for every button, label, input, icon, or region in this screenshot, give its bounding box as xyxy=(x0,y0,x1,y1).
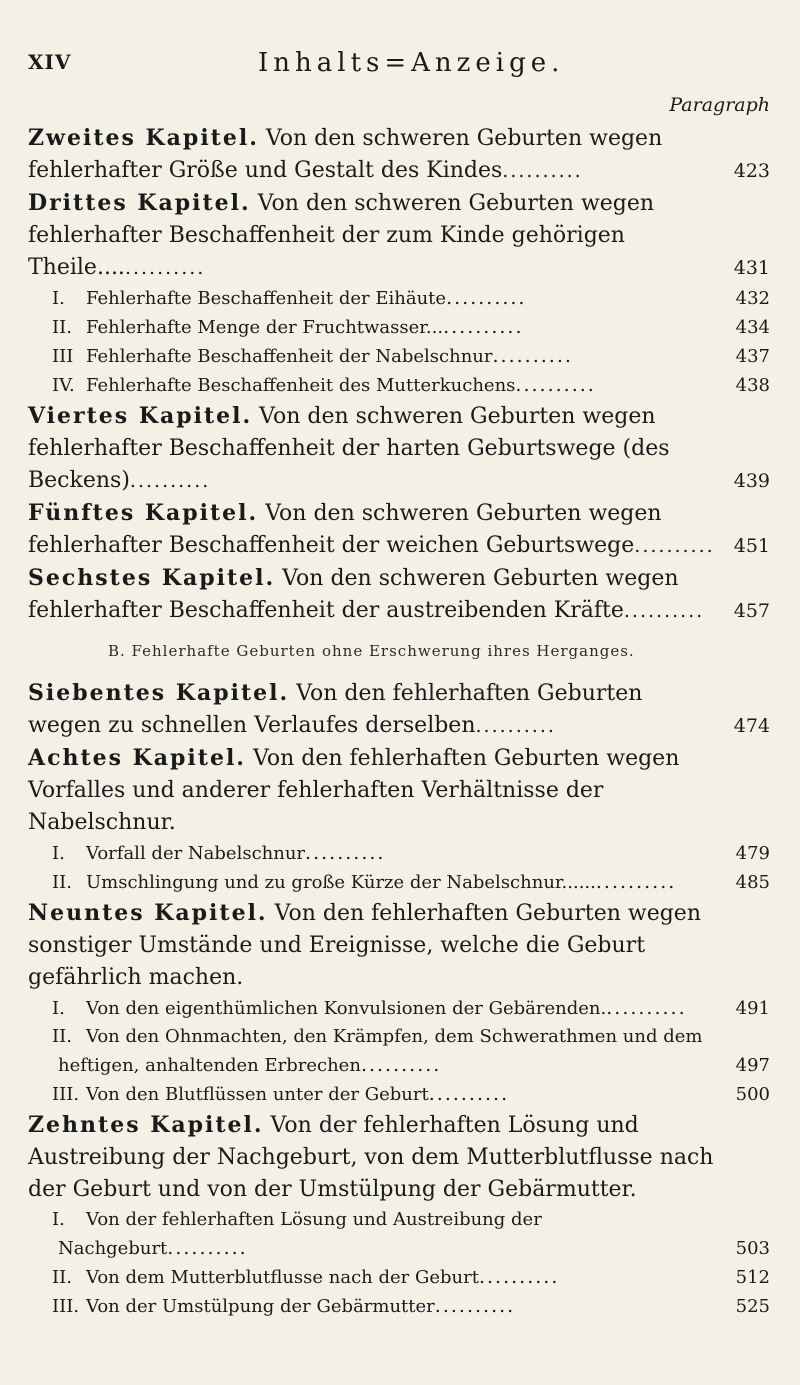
leader-dots: .......... xyxy=(475,715,556,737)
toc-entry xyxy=(28,742,770,839)
subentry-number: I. xyxy=(52,843,65,864)
leader-dots: .......... xyxy=(129,470,211,492)
page-reference: 491 xyxy=(735,998,770,1019)
toc-subentry xyxy=(28,1206,770,1263)
page-reference: 503 xyxy=(735,1238,770,1259)
subentry-title: Fehlerhafte Beschaffenheit des Mutterkuchens xyxy=(86,375,516,396)
page-reference: 438 xyxy=(735,375,770,396)
leader-dots: .......... xyxy=(623,600,705,622)
subentry-title: Von dem Mutterblutflusse nach der Geburt xyxy=(86,1267,479,1288)
page-reference: 434 xyxy=(735,317,770,338)
page-title: Inhalts=Anzeige. xyxy=(258,48,565,78)
subentry-number: II. xyxy=(52,1267,72,1288)
leader-dots: .......... xyxy=(515,374,596,396)
leader-dots: .......... xyxy=(167,1237,248,1259)
running-head xyxy=(28,50,770,82)
subentry-title: Fehlerhafte Beschaffenheit der Nabelschnur xyxy=(86,346,493,367)
chapter-label: Zehntes Kapitel. xyxy=(28,1112,264,1138)
toc-entry xyxy=(28,562,770,627)
leader-dots: .......... xyxy=(478,1266,560,1288)
chapter-title: Von den schweren Geburten wegen fehlerhafter Beschaffenheit der weichen Geburtswege xyxy=(28,501,662,558)
toc-subentry xyxy=(28,342,770,371)
page-number: XIV xyxy=(28,50,72,74)
page-reference: 500 xyxy=(735,1084,770,1105)
subentry-number: III xyxy=(52,346,74,367)
subentry-title: Fehlerhafte Beschaffenheit der Eihäute xyxy=(86,288,447,309)
chapter-title: Von den schweren Geburten wegen fehlerhafter Beschaffenheit der harten Geburtswege (des Beckens) xyxy=(28,404,670,493)
leader-dots: .......... xyxy=(502,160,583,182)
page-reference: 451 xyxy=(733,535,770,557)
section-b-heading: B. Fehlerhafte Geburten ohne Erschwerung ihres Herganges. xyxy=(108,642,635,660)
page-reference: 432 xyxy=(735,288,770,309)
toc-subentry xyxy=(28,313,770,342)
page-reference: 474 xyxy=(733,715,770,737)
toc-subentry xyxy=(28,1263,770,1292)
chapter-title: Von den schweren Geburten wegen fehlerhafter Beschaffenheit der zum Kinde gehörigen Theile.... xyxy=(28,191,655,280)
page-reference: 512 xyxy=(735,1267,770,1288)
subentry-title: Umschlingung und zu große Kürze der Nabelschnur...... xyxy=(86,872,596,893)
chapter-label: Achtes Kapitel. xyxy=(28,745,246,771)
subentry-number: I. xyxy=(52,998,65,1019)
subentry-number: II. xyxy=(52,317,72,338)
page-reference: 497 xyxy=(735,1055,770,1076)
subentry-title: Von den Blutflüssen unter der Geburt xyxy=(86,1084,429,1105)
toc-subentry xyxy=(28,994,770,1023)
toc-entry xyxy=(28,187,770,284)
toc-entry xyxy=(28,497,770,562)
subentry-number: I. xyxy=(52,288,65,309)
leader-dots: .......... xyxy=(360,1054,442,1076)
subentry-title: Vorfall der Nabelschnur xyxy=(86,843,306,864)
toc-section-a xyxy=(28,122,770,627)
toc-subentry xyxy=(28,839,770,868)
page-reference: 485 xyxy=(735,872,770,893)
chapter-label: Neuntes Kapitel. xyxy=(28,900,268,926)
subentry-number: IV. xyxy=(52,375,75,396)
page-reference: 479 xyxy=(735,843,770,864)
subentry-title: Von der fehlerhaften Lösung und Austreibung der Nachgeburt xyxy=(58,1209,542,1259)
page-reference: 439 xyxy=(733,470,770,492)
chapter-title: Von den schweren Geburten wegen fehlerhafter Größe und Gestalt des Kindes xyxy=(28,126,663,183)
toc-entry xyxy=(28,677,770,742)
leader-dots: .......... xyxy=(595,871,677,893)
chapter-label: Zweites Kapitel. xyxy=(28,125,259,151)
page-reference: 457 xyxy=(733,600,770,622)
subentry-title: Von den eigenthümlichen Konvulsionen der Gebärenden. xyxy=(86,998,607,1019)
toc-subentry xyxy=(28,371,770,400)
chapter-title: Von den schweren Geburten wegen fehlerhafter Beschaffenheit der austreibenden Kräfte xyxy=(28,566,679,623)
leader-dots: .......... xyxy=(124,257,206,279)
chapter-title: Von den fehlerhaften Geburten wegen zu schnellen Verlaufes derselben xyxy=(28,681,643,738)
toc-entry xyxy=(28,1109,770,1206)
page-reference: 431 xyxy=(733,257,770,279)
toc-page xyxy=(28,50,770,1321)
leader-dots: .......... xyxy=(606,997,687,1019)
leader-dots: .......... xyxy=(634,535,715,557)
subentry-number: III. xyxy=(52,1296,80,1317)
column-label-paragraph: Paragraph xyxy=(669,94,770,116)
page-reference: 437 xyxy=(735,346,770,367)
chapter-label: Fünftes Kapitel. xyxy=(28,500,259,526)
subentry-number: I. xyxy=(52,1209,65,1230)
subentry-number: II. xyxy=(52,1026,72,1047)
toc-subentry xyxy=(28,1292,770,1321)
toc-entry xyxy=(28,897,770,994)
leader-dots: .......... xyxy=(434,1295,516,1317)
toc-section-b xyxy=(28,677,770,1321)
subentry-number: II. xyxy=(52,872,72,893)
chapter-title: Von den fehlerhaften Geburten wegen sonstiger Umstände und Ereignisse, welche die Geburt gefährlich machen. xyxy=(28,901,701,990)
chapter-label: Viertes Kapitel. xyxy=(28,403,253,429)
chapter-title: Von den fehlerhaften Geburten wegen Vorfalles und anderer fehlerhaften Verhältnisse der Nabelschnur. xyxy=(28,746,680,835)
chapter-label: Siebentes Kapitel. xyxy=(28,680,290,706)
page-reference: 423 xyxy=(733,160,770,182)
subentry-title: Von den Ohnmachten, den Krämpfen, dem Schwerathmen und dem heftigen, anhaltenden Erbrechen xyxy=(58,1026,703,1076)
chapter-label: Drittes Kapitel. xyxy=(28,190,251,216)
leader-dots: .......... xyxy=(305,842,386,864)
leader-dots: .......... xyxy=(492,345,573,367)
chapter-label: Sechstes Kapitel. xyxy=(28,565,276,591)
subentry-number: III. xyxy=(52,1084,80,1105)
chapter-title: Von der fehlerhaften Lösung und Austreibung der Nachgeburt, von dem Mutterblutflusse nach der Geburt und von der Umstülpung der Gebärmutter. xyxy=(28,1113,714,1202)
toc-entry xyxy=(28,400,770,497)
subentry-title: Fehlerhafte Menge der Fruchtwasser... xyxy=(86,317,444,338)
toc-subentry xyxy=(28,1080,770,1109)
page-reference: 525 xyxy=(735,1296,770,1317)
subentry-title: Von der Umstülpung der Gebärmutter xyxy=(86,1296,435,1317)
toc-subentry xyxy=(28,1023,770,1080)
toc-subentry xyxy=(28,284,770,313)
leader-dots: .......... xyxy=(446,287,527,309)
toc-subentry xyxy=(28,868,770,897)
toc-entry xyxy=(28,122,770,187)
leader-dots: .......... xyxy=(443,316,524,338)
leader-dots: .......... xyxy=(428,1083,510,1105)
